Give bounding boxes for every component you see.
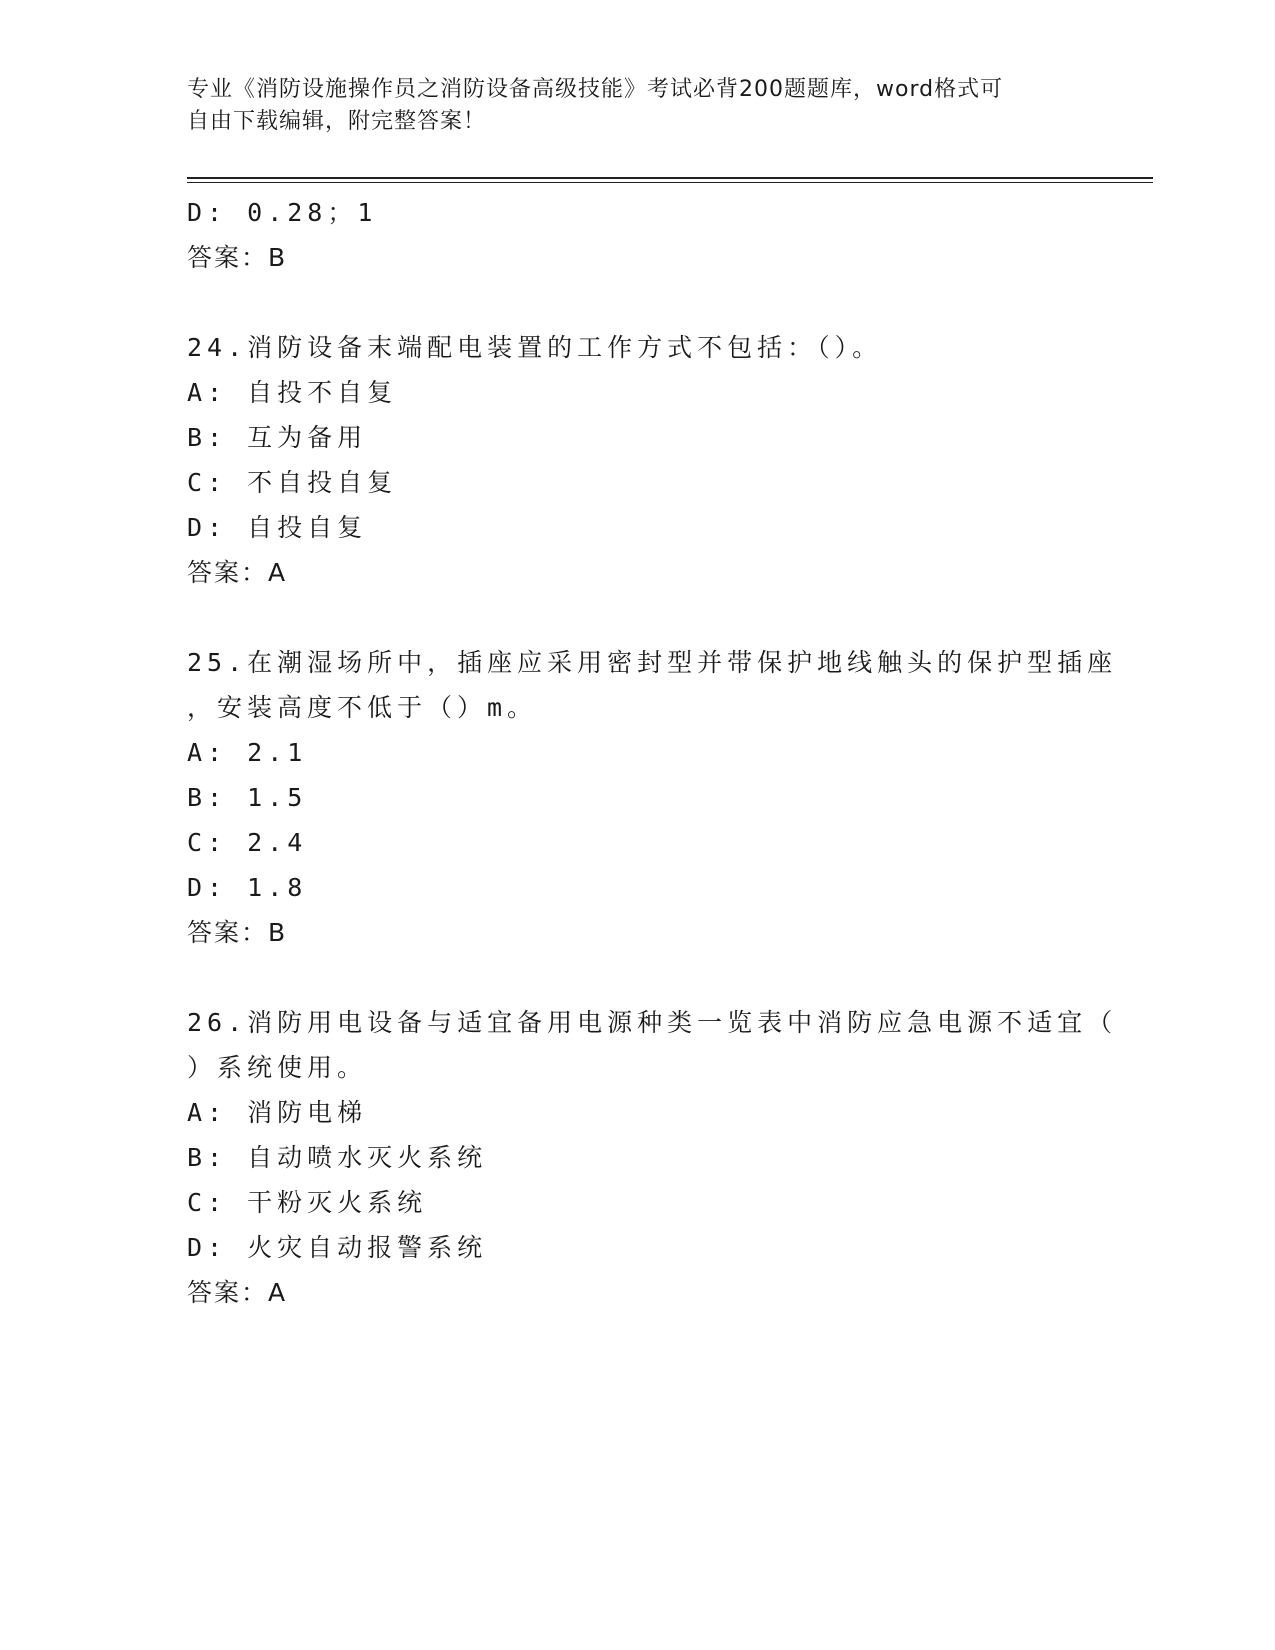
answer-line: 答案：B xyxy=(187,243,288,272)
option-d: D: 0.28；1 xyxy=(187,198,378,227)
question-stem: 24.消防设备末端配电装置的工作方式不包括：（）。 xyxy=(187,333,883,362)
page-header xyxy=(187,74,1067,138)
answer-line: 答案：B xyxy=(187,918,288,947)
header-title-line-1: 专业《消防设施操作员之消防设备高级技能》考试必背200题题库，word格式可 xyxy=(187,77,1004,102)
option-a: A: 消防电梯 xyxy=(187,1098,368,1127)
header-divider xyxy=(187,177,1153,179)
answer-line: 答案：A xyxy=(187,558,288,587)
option-b: B: 1.5 xyxy=(187,783,308,812)
option-d: D: 自投自复 xyxy=(187,513,368,542)
question-stem: 25.在潮湿场所中，插座应采用密封型并带保护地线触头的保护型插座 xyxy=(187,648,1118,677)
option-c: C: 不自投自复 xyxy=(187,468,398,497)
option-b: B: 自动喷水灭火系统 xyxy=(187,1143,488,1172)
spacer xyxy=(187,955,1087,1000)
option-d: D: 火灾自动报警系统 xyxy=(187,1233,488,1262)
question-26 xyxy=(187,1000,1118,1315)
answer-line: 答案：A xyxy=(187,1278,288,1307)
spacer xyxy=(187,595,1087,640)
header-title-line-2: 自由下载编辑，附完整答案！ xyxy=(187,109,487,134)
question-stem-continued: ）系统使用。 xyxy=(187,1053,368,1082)
spacer xyxy=(187,280,1087,325)
question-24 xyxy=(187,325,1087,595)
question-25 xyxy=(187,640,1118,955)
option-a: A: 自投不自复 xyxy=(187,378,398,407)
header-divider-thin xyxy=(187,182,1153,183)
option-c: C: 2.4 xyxy=(187,828,308,857)
document-body xyxy=(187,190,1118,1315)
question-stem: 26.消防用电设备与适宜备用电源种类一览表中消防应急电源不适宜（ xyxy=(187,1008,1118,1037)
option-c: C: 干粉灭火系统 xyxy=(187,1188,428,1217)
option-d: D: 1.8 xyxy=(187,873,308,902)
question-stem-continued: ，安装高度不低于（）m。 xyxy=(187,693,538,722)
option-a: A: 2.1 xyxy=(187,738,308,767)
option-b: B: 互为备用 xyxy=(187,423,368,452)
